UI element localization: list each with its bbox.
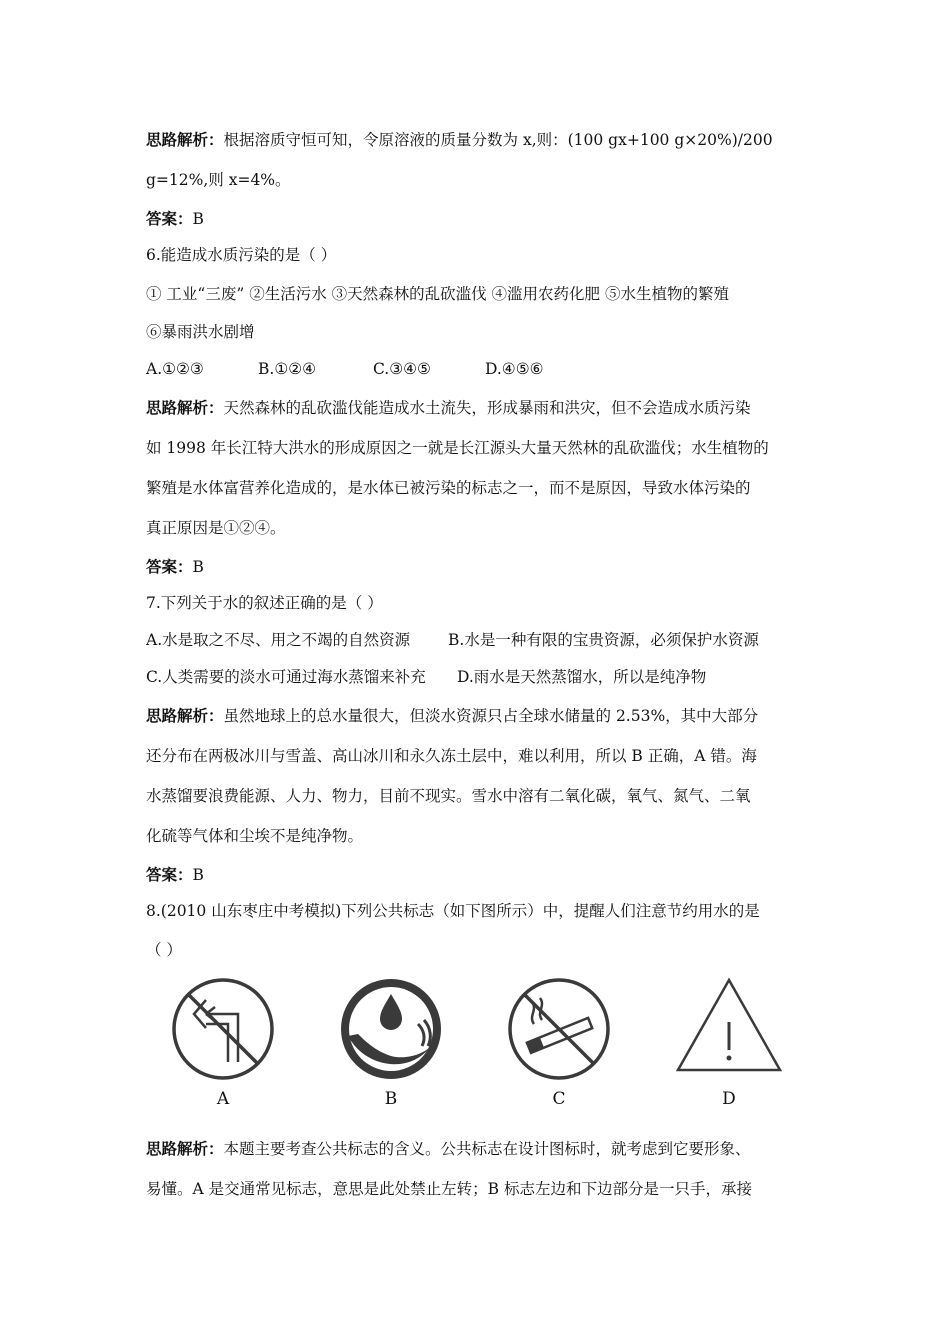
q7-option-b: B.水是一种有限的宝贵资源，必须保护水资源 (448, 631, 759, 649)
q8-stem-line2: （ ） (146, 941, 182, 959)
analysis-label: 思路解析： (146, 1139, 224, 1158)
q6-answer: 答案：B (146, 557, 204, 576)
q7-options-ab (146, 622, 808, 659)
q6-option-a: A.①②③ (146, 360, 204, 378)
q5-answer: 答案：B (146, 209, 204, 228)
q7-analysis-line3: 水蒸馏要浪费能源、人力、物力，目前不现实。雪水中溶有二氧化碳，氧气、氮气、二氧 (146, 787, 751, 805)
q7-option-d: D.雨水是天然蒸馏水，所以是纯净物 (457, 668, 707, 686)
q6-analysis-line1: 思路解析：天然森林的乱砍滥伐能造成水土流失，形成暴雨和洪灾，但不会造成水质污染 (146, 398, 751, 417)
q7-options-cd (146, 659, 808, 696)
sign-label-a: A (216, 1089, 230, 1109)
save-water-icon (336, 974, 446, 1084)
q7-option-a: A.水是取之不尽、用之不竭的自然资源 (146, 631, 411, 649)
warning-triangle-icon (674, 974, 784, 1084)
q6-option-b: B.①②④ (258, 360, 317, 378)
q6-analysis-line4: 真正原因是①②④。 (146, 519, 286, 537)
q6-options (146, 351, 808, 388)
public-signs-figure (146, 974, 808, 1129)
q7-stem: 7.下列关于水的叙述正确的是（ ） (146, 594, 383, 612)
no-left-turn-icon (168, 974, 278, 1084)
q6-option-d: D.④⑤⑥ (485, 360, 544, 378)
document-body (146, 120, 808, 1209)
q8-analysis-line1: 思路解析：本题主要考查公共标志的含义。公共标志在设计图标时，就考虑到它要形象、 (146, 1139, 751, 1158)
q6-items-line2: ⑥暴雨洪水剧增 (146, 323, 255, 341)
q6-stem: 6.能造成水质污染的是（ ） (146, 246, 337, 264)
q7-analysis-line1: 思路解析：虽然地球上的总水量很大，但淡水资源只占全球水储量的 2.53%，其中大部分 (146, 706, 759, 725)
q7-option-c: C.人类需要的淡水可通过海水蒸馏来补充 (146, 668, 426, 686)
q6-option-c: C.③④⑤ (373, 360, 431, 378)
sign-label-c: C (552, 1089, 566, 1109)
sign-label-b: B (384, 1089, 398, 1109)
analysis-label: 思路解析 (146, 130, 209, 149)
q6-analysis-line2: 如 1998 年长江特大洪水的形成原因之一就是长江源头大量天然林的乱砍滥伐；水生植物的 (146, 439, 769, 457)
q5-analysis-line1: 思路解析：根据溶质守恒可知，令原溶液的质量分数为 x,则：(100 gx+100 g×20%)/200 (146, 130, 773, 149)
q8-stem-line1: 8.(2010 山东枣庄中考模拟)下列公共标志（如下图所示）中，提醒人们注意节约用水的是 (146, 902, 760, 920)
analysis-label: 思路解析： (146, 706, 224, 725)
q6-items-line1: ① 工业“三废” ②生活污水 ③天然森林的乱砍滥伐 ④滥用农药化肥 ⑤水生植物的繁殖 (146, 285, 729, 303)
q6-analysis-line3: 繁殖是水体富营养化造成的，是水体已被污染的标志之一，而不是原因，导致水体污染的 (146, 479, 751, 497)
no-smoking-icon (504, 974, 614, 1084)
sign-label-d: D (722, 1089, 736, 1109)
q7-analysis-line4: 化硫等气体和尘埃不是纯净物。 (146, 827, 364, 845)
q5-analysis-line2: g=12%,则 x=4%。 (146, 171, 291, 189)
q8-analysis-line2: 易懂。A 是交通常见标志，意思是此处禁止左转；B 标志左边和下边部分是一只手，承接 (146, 1180, 752, 1198)
q7-analysis-line2: 还分布在两极冰川与雪盖、高山冰川和永久冻土层中，难以利用，所以 B 正确，A 错。海 (146, 747, 757, 765)
analysis-label: 思路解析： (146, 398, 224, 417)
q7-answer: 答案：B (146, 865, 204, 884)
